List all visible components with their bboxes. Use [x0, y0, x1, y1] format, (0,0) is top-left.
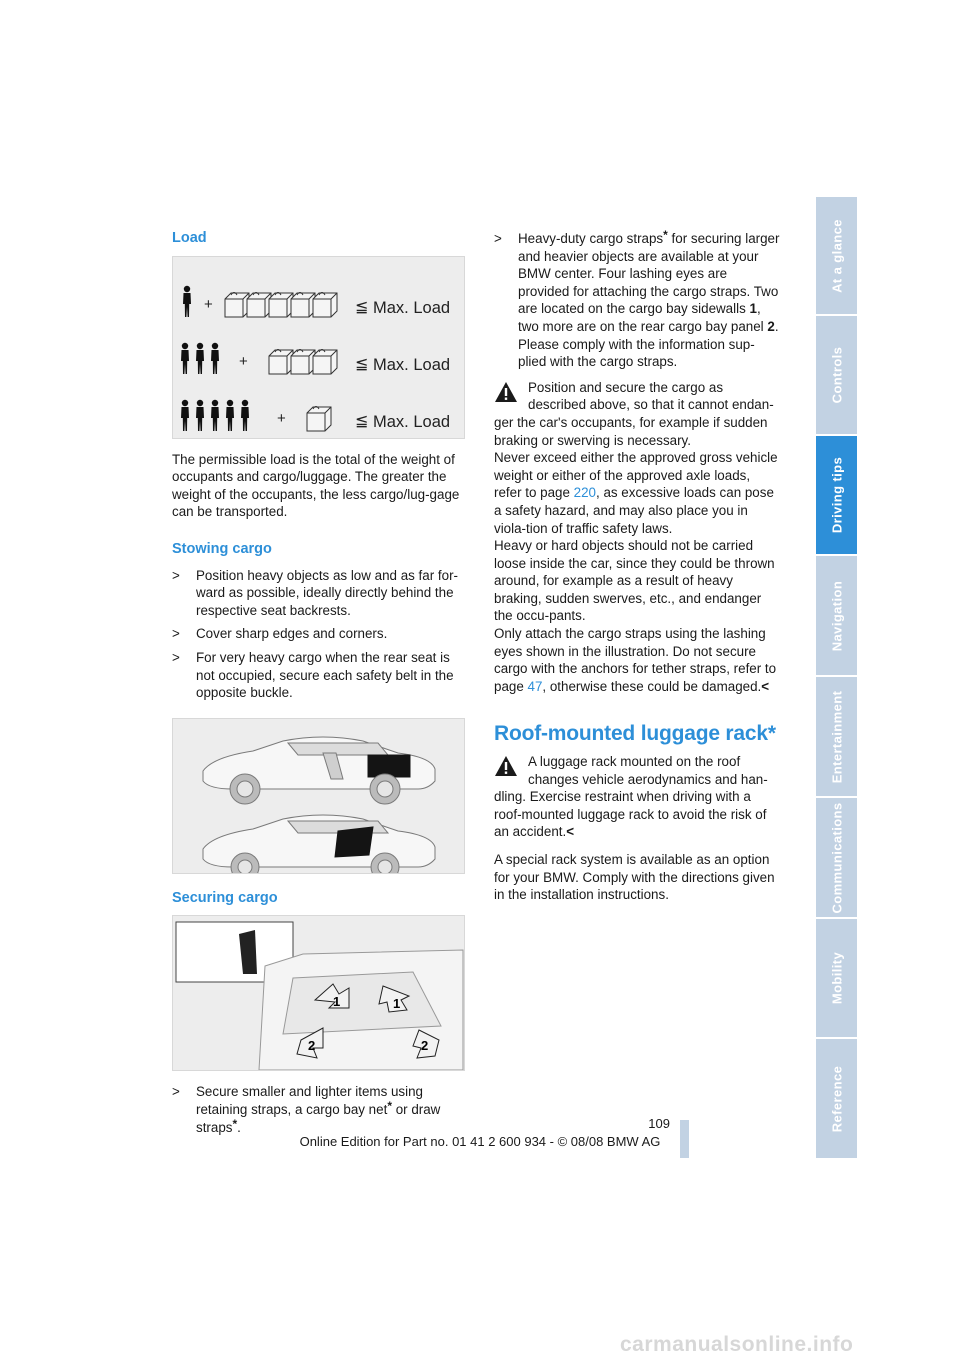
page-number: 109: [648, 1116, 670, 1131]
securing-bullet: > Secure smaller and lighter items using retaining straps, a cargo bay net* or draw straps*.: [172, 1084, 441, 1135]
svg-text:1: 1: [393, 996, 401, 1012]
roof-rack-heading: Roof-mounted luggage rack*: [494, 722, 776, 746]
warning-roof-text: A luggage rack mounted on the roof changes vehicle aerodynamics and han-dling. Exercise restraint when driving with a roof-mounted luggage rack to avoid the risk of an accident.<: [494, 754, 768, 840]
svg-text:Max. Load: Max. Load: [373, 412, 451, 431]
car-bottom: [203, 815, 435, 873]
svg-text:≦: ≦: [355, 412, 369, 430]
cars-illustration: [173, 719, 464, 873]
load-text: The permissible load is the total of the weight of occupants and cargo/luggage. The greater the weight of the occupants, the less cargo/lug-gage can be transported.: [172, 451, 460, 520]
warning-cargo: [494, 379, 780, 696]
heavy-duty-bullet: > Heavy-duty cargo straps* for securing larger and heavier objects are available at your BMW center. Four lashing eyes are provided for attaching the cargo straps. Two are located on the cargo bay sidewalls 1, two more are on the rear cargo bay panel 2. Please comply with the information sup-plied with the cargo straps.: [494, 228, 780, 370]
warning-text-3: Heavy or hard objects should not be carried loose inside the car, since they could be thrown around, for example as a result of heavy braking, sudden swerves, etc., and endanger the occu-pants.: [494, 538, 775, 624]
stowing-bullet-3: > For very heavy cargo when the rear seat is not occupied, secure each safety belt in the opposite buckle.: [172, 649, 454, 701]
svg-text:+: +: [204, 295, 213, 313]
warning-roof-rack: [494, 753, 780, 841]
option-star: *: [663, 228, 668, 242]
svg-text:+: +: [239, 352, 248, 370]
svg-text:1: 1: [333, 994, 341, 1010]
warning-text-4: Only attach the cargo straps using the lashing eyes shown in the illustration. Do not secure cargo with the anchors for tether straps, refer to page 47, otherwise these could be damaged.<: [494, 626, 777, 694]
tab-entertainment[interactable]: Entertainment: [816, 677, 857, 798]
rack-system-text: A special rack system is available as an option for your BMW. Comply with the directions given in the installation instructions.: [494, 852, 775, 903]
watermark-text: carmanualsonline.info: [620, 1333, 854, 1356]
securing-heading: Securing cargo: [172, 889, 278, 906]
stowing-bullet-2: > Cover sharp edges and corners.: [172, 626, 388, 642]
load-heading: Load: [172, 230, 207, 246]
svg-text:≦: ≦: [355, 355, 369, 373]
svg-text:≦: ≦: [355, 298, 369, 316]
load-row-1: [183, 285, 450, 316]
load-diagram: [173, 257, 464, 438]
tab-navigation[interactable]: Navigation: [816, 556, 857, 677]
left-column: [172, 230, 465, 1142]
stowing-bullet-1: > Position heavy objects as low and as far for-ward as possible, ideally directly behind the respective seat backrests.: [172, 567, 458, 618]
chapter-sidebar: [816, 197, 857, 1160]
warning-icon: [494, 381, 518, 403]
svg-text:+: +: [277, 409, 286, 427]
cargo-bay-figure: [172, 915, 465, 1071]
svg-text:2: 2: [308, 1038, 316, 1054]
tab-mobility[interactable]: Mobility: [816, 919, 857, 1039]
tab-reference[interactable]: Reference: [816, 1039, 857, 1160]
warning-text-1: Position and secure the cargo as described above, so that it cannot endan-ger the car's occupants, for example if sudden braking or swerving is necessary.: [494, 379, 774, 448]
watermark-bar: [0, 1333, 960, 1358]
tab-driving-tips[interactable]: Driving tips: [816, 436, 857, 556]
page-link-220[interactable]: 220: [573, 485, 596, 501]
svg-text:Max. Load: Max. Load: [373, 298, 451, 317]
tab-controls[interactable]: Controls: [816, 316, 857, 436]
page-link-47[interactable]: 47: [527, 678, 543, 694]
load-row-2: [181, 342, 450, 373]
car-top: [203, 737, 435, 804]
tab-at-a-glance[interactable]: At a glance: [816, 197, 857, 316]
footer-edition: Online Edition for Part no. 01 41 2 600 934 - © 08/08 BMW AG: [299, 1134, 661, 1149]
warning-icon: [494, 755, 518, 777]
svg-text:2: 2: [421, 1038, 429, 1054]
svg-text:Max. Load: Max. Load: [373, 355, 451, 374]
warning-text-2: Never exceed either the approved gross vehicle weight or either of the approved axle loads, refer to page 220, as excessive loads can pose a safety hazard, and may also place you in viola-tion of traffic safety laws.: [494, 450, 778, 536]
load-figure: [172, 256, 465, 439]
option-star: *: [232, 1116, 238, 1131]
cars-figure: [172, 718, 465, 874]
load-row-3: [181, 399, 450, 430]
tab-communications[interactable]: Communications: [816, 798, 857, 919]
option-star: *: [387, 1098, 392, 1113]
stowing-heading: Stowing cargo: [172, 540, 272, 557]
right-column: [494, 230, 780, 912]
cargo-bay-illustration: [173, 916, 464, 1070]
